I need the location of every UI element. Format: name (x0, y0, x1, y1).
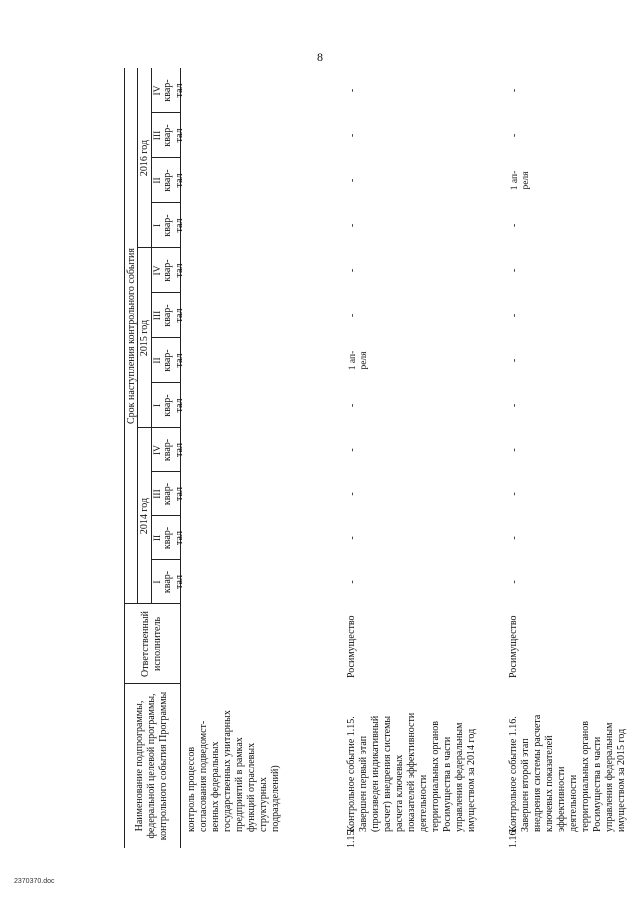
quarter-kvartal: квар- тал (162, 526, 185, 550)
row-2-name: Контрольное событие 1.16. Завершен второй этап внедрения системы расчета ключевых показателей эффективности деятельности территориальных органов Росимущества в части управления федеральным имуществом за 2015 год (508, 714, 627, 832)
rule-year (137, 68, 138, 604)
page-number: 8 (317, 50, 323, 64)
quarter-label: III (153, 130, 163, 141)
quarter-label: II (153, 177, 163, 184)
cell-1-9: - (347, 178, 358, 183)
cell-1-4: - (347, 403, 358, 408)
row-2-number: 1.16. (508, 828, 519, 848)
cell-2-6: - (509, 313, 520, 318)
quarter-kvartal: квар- тал (162, 304, 185, 327)
cell-1-2: - (347, 492, 358, 496)
quarter-kvartal: квар- тал (162, 349, 185, 372)
quarter-kvartal: квар- тал (162, 482, 185, 506)
rule-top (124, 68, 125, 848)
quarter-label: IV (153, 265, 163, 276)
quarter-kvartal: квар- тал (162, 570, 185, 594)
row-1-executor: Росимущество (346, 615, 357, 678)
cell-1-11: - (347, 88, 358, 93)
quarter-label: III (153, 489, 163, 499)
year-2015: 2015 год (139, 319, 150, 357)
cell-1-5: 1 ап- реля (348, 350, 369, 371)
quarter-label: II (153, 534, 163, 542)
quarter-kvartal: квар- тал (162, 124, 185, 147)
quarter-label: I (153, 223, 163, 228)
cell-1-10: - (347, 133, 358, 138)
cell-1-6: - (347, 313, 358, 318)
document-footer: 2370370.doc (14, 878, 55, 885)
quarter-kvartal: квар- тал (162, 394, 185, 417)
quarter-label: IV (153, 444, 163, 456)
quarter-label: II (153, 357, 163, 364)
cell-2-10: - (509, 133, 520, 138)
cell-2-5: - (509, 358, 520, 363)
cell-1-3: - (347, 448, 358, 452)
cell-1-8: - (347, 223, 358, 228)
quarter-kvartal: квар- тал (162, 79, 185, 102)
header-name: Наименование подпрограммы, федеральной целевой программы, контрольного события Программы (134, 691, 169, 841)
header-period: Срок наступления контрольного события (126, 248, 137, 424)
cell-2-4: - (509, 403, 520, 408)
quarter-kvartal: квар- тал (162, 214, 185, 237)
cell-1-1: - (347, 536, 358, 540)
cell-2-9: 1 ап- реля (510, 170, 531, 191)
cell-2-3: - (509, 448, 520, 452)
quarter-kvartal: квар- тал (162, 259, 185, 282)
cell-2-1: - (509, 536, 520, 540)
row-2-executor: Росимущество (508, 615, 519, 678)
rule-quarter (151, 68, 152, 604)
quarter-label: I (153, 580, 163, 584)
table-page (124, 68, 634, 848)
year-2016: 2016 год (139, 139, 150, 177)
cell-1-7: - (347, 268, 358, 273)
cell-2-7: - (509, 268, 520, 273)
row-0-name: контроль процессов согласования подведомст- венных федеральных государственных унитарных предприятий в рамках функций отраслевых структурных подразделений) (186, 710, 281, 832)
cell-2-2: - (509, 492, 520, 496)
quarter-label: IV (153, 85, 163, 96)
quarter-label: III (153, 310, 163, 321)
row-1-number: 1.15. (346, 828, 357, 848)
header-executor: Ответственный исполнитель (140, 611, 163, 677)
quarter-kvartal: квар- тал (162, 438, 185, 462)
quarter-kvartal: квар- тал (162, 169, 185, 192)
year-2014: 2014 год (139, 497, 150, 535)
row-1-name: Контрольное событие 1.15. Завершен первый этап (произведен индикативный расчет) внедрения системы расчета ключевых показателей эффективности деятельности территориальных органов Росимущества в части управления федеральным имуществом за 2014 год (346, 712, 477, 832)
quarter-label: I (153, 403, 163, 408)
cell-1-0: - (347, 580, 358, 584)
cell-2-8: - (509, 223, 520, 228)
cell-2-11: - (509, 88, 520, 93)
cell-2-0: - (509, 580, 520, 584)
